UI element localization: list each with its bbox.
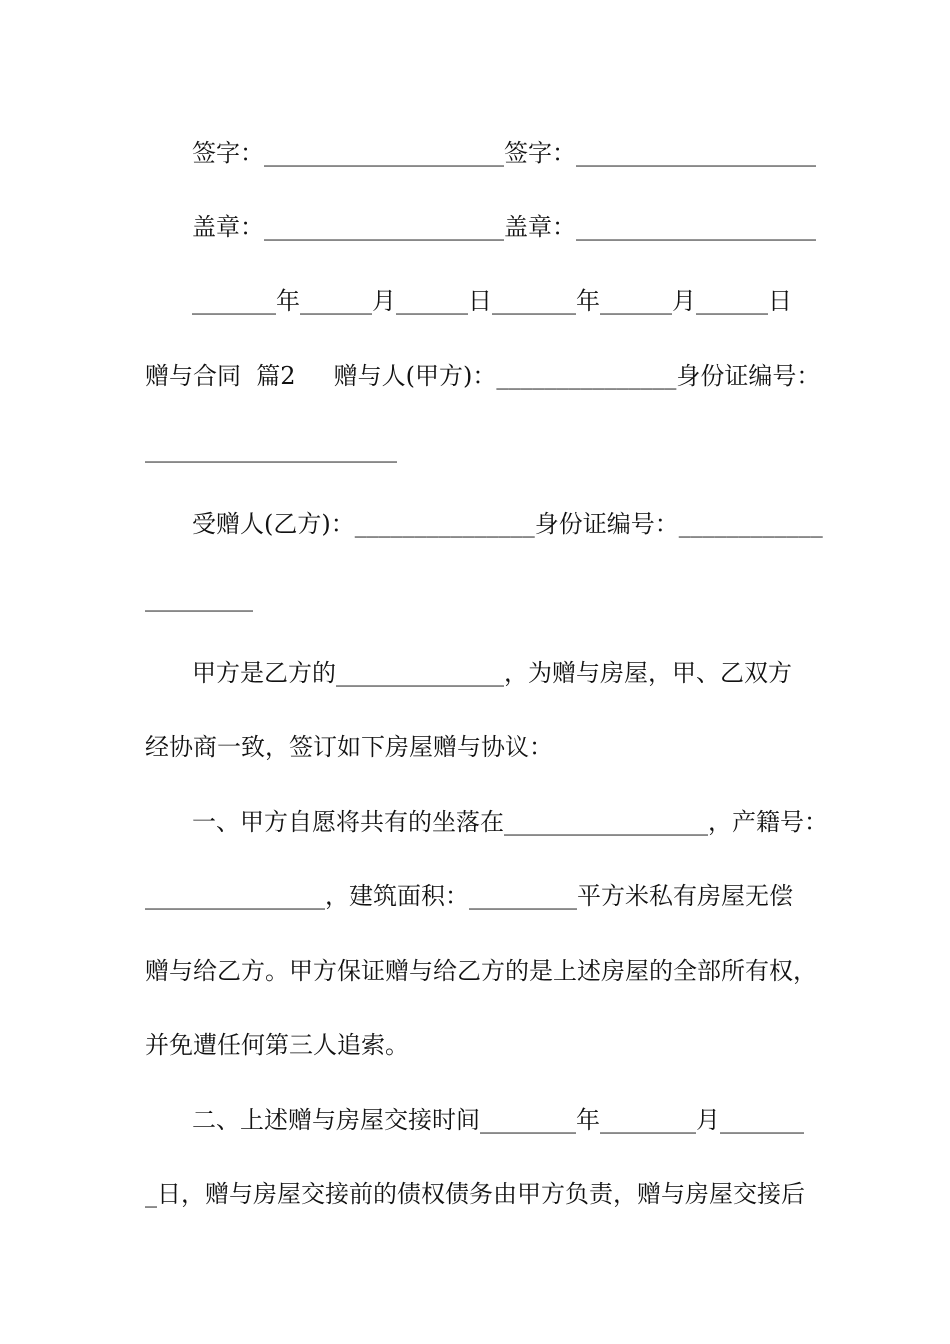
- donee-id-blank: _________: [145, 584, 253, 612]
- relationship-paragraph-cont: 经协商一致，签订如下房屋赠与协议：: [145, 733, 553, 761]
- clause-1: 一、甲方自愿将共有的坐落在_________________，产籍号：: [192, 808, 828, 836]
- contract-title-donor-line: 赠与合同 篇2 赠与人(甲方)：_______________身份证编号：: [145, 362, 821, 390]
- clause-1-cont-2: 赠与给乙方。甲方保证赠与给乙方的是上述房屋的全部所有权，: [145, 957, 817, 985]
- clause-1-cont-1: _______________，建筑面积：_________平方米私有房屋无偿: [145, 882, 793, 910]
- donor-id-blank: _____________________: [145, 435, 397, 463]
- clause-2: 二、上述赠与房屋交接时间________年________月_______: [192, 1106, 804, 1134]
- signature-line: 签字：____________________签字：____________________: [192, 139, 816, 167]
- relationship-paragraph: 甲方是乙方的______________，为赠与房屋，甲、乙双方: [192, 659, 792, 687]
- clause-1-cont-3: 并免遭任何第三人追索。: [145, 1031, 409, 1059]
- donee-line: 受赠人(乙方)：_______________身份证编号：____________: [192, 510, 823, 538]
- date-line: _______年______月______日_______年______月______日: [192, 287, 792, 315]
- seal-line: 盖章：____________________盖章：____________________: [192, 213, 816, 241]
- clause-2-cont: _日，赠与房屋交接前的债权债务由甲方负责，赠与房屋交接后: [145, 1180, 805, 1208]
